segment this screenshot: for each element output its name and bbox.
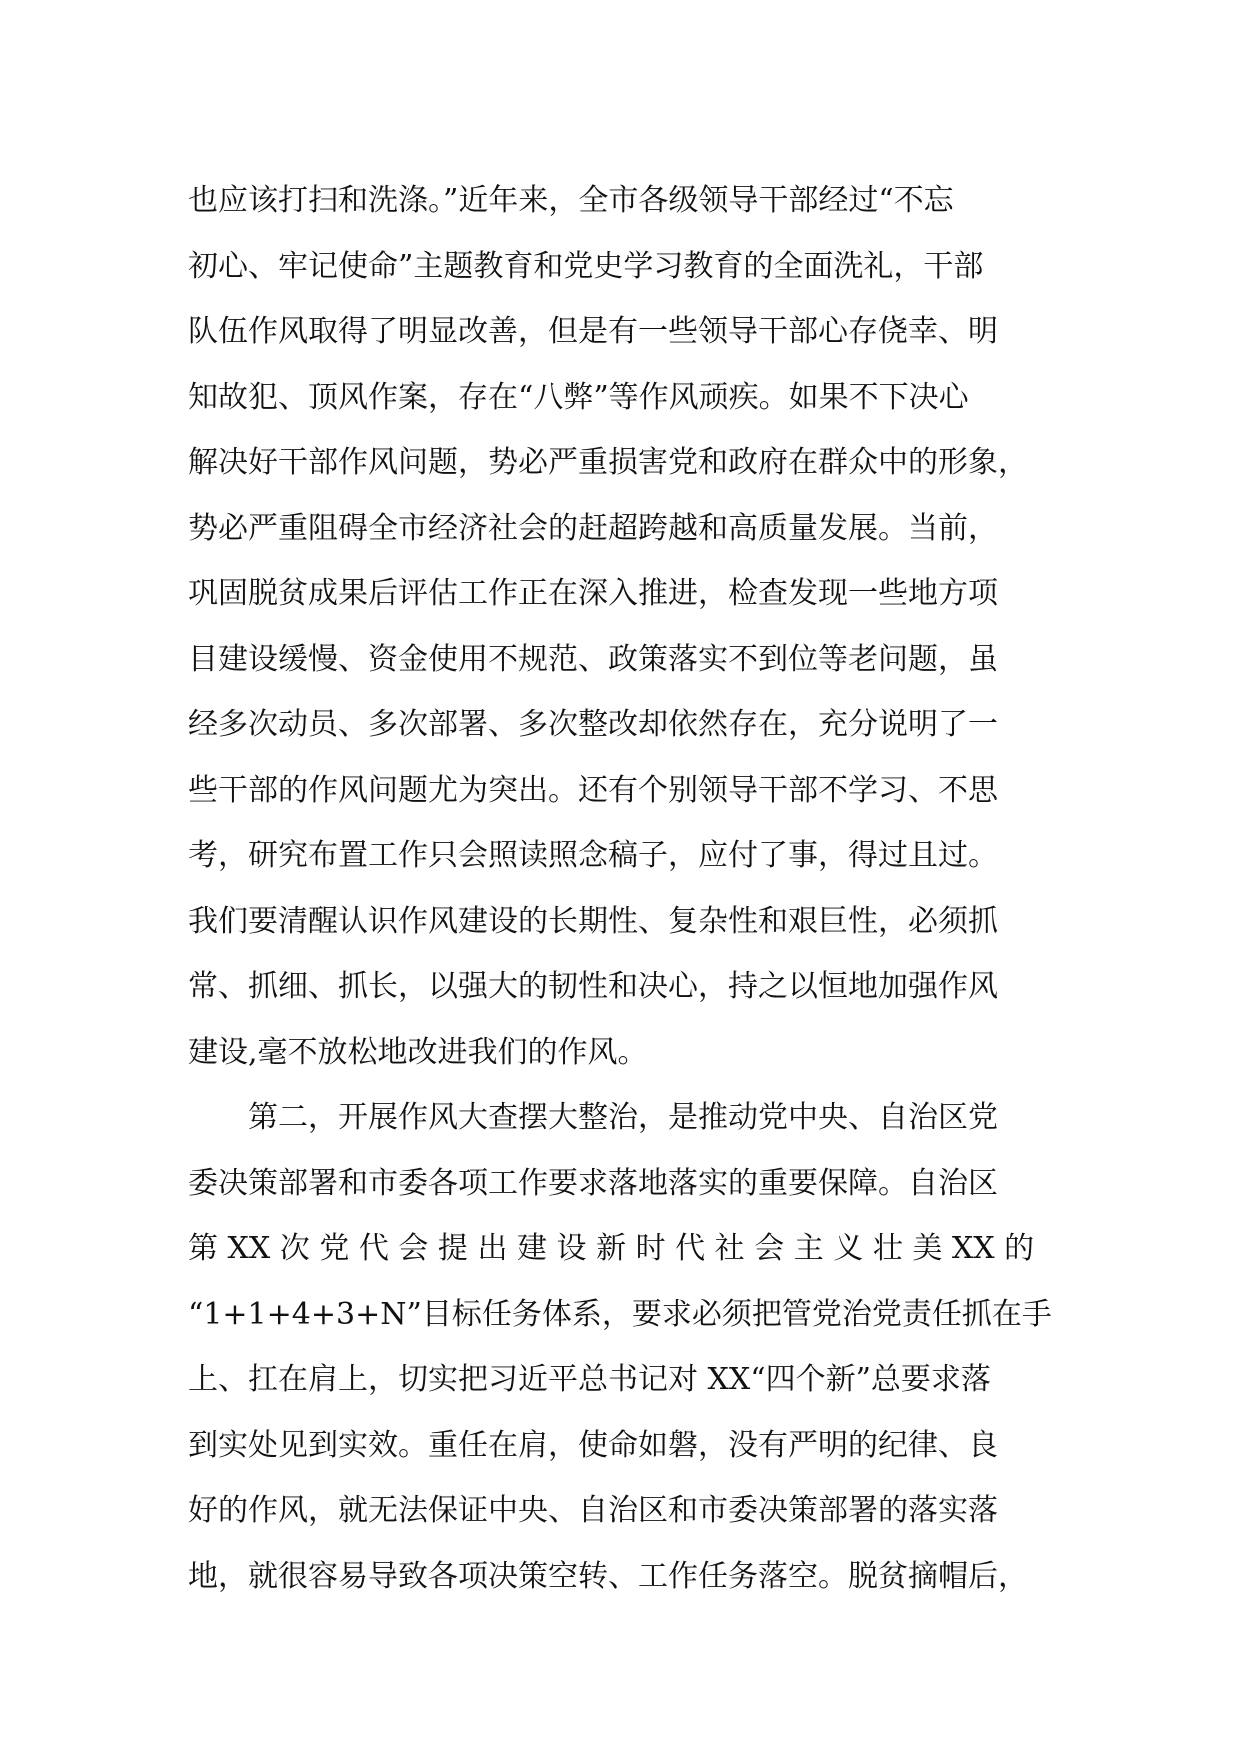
text-line: 经多次动员、多次部署、多次整改却依然存在，充分说明了一 bbox=[188, 707, 998, 742]
text-line: 我们要清醒认识作风建设的长期性、复杂性和艰巨性，必须抓 bbox=[188, 903, 998, 939]
text-line: 建设,毫不放松地改进我们的作风。 bbox=[188, 1034, 648, 1070]
paragraph-start-line: 第二，开展作风大查摆大整治，是推动党中央、自治区党 bbox=[248, 1100, 998, 1135]
text-line: 队伍作风取得了明显改善，但是有一些领导干部心存侥幸、明 bbox=[188, 314, 998, 349]
body-text bbox=[188, 168, 1088, 1609]
text-line: 到实处见到实效。重任在肩，使命如磐，没有严明的纪律、良 bbox=[188, 1427, 998, 1463]
text-line: 第 XX 次 党 代 会 提 出 建 设 新 时 代 社 会 主 义 壮 美 XX 的 bbox=[188, 1231, 1035, 1266]
text-line: 地，就很容易导致各项决策空转、工作任务落空。脱贫摘帽后， bbox=[188, 1558, 1028, 1594]
text-line: 常、抓细、抓长，以强大的韧性和决心，持之以恒地加强作风 bbox=[188, 969, 998, 1004]
text-line: 上、扛在肩上，切实把习近平总书记对 XX“四个新”总要求落 bbox=[188, 1362, 991, 1397]
text-line: 好的作风，就无法保证中央、自治区和市委决策部署的落实落 bbox=[188, 1493, 998, 1528]
text-line: 委决策部署和市委各项工作要求落地落实的重要保障。自治区 bbox=[188, 1165, 998, 1201]
text-line: 巩固脱贫成果后评估工作正在深入推进，检查发现一些地方项 bbox=[188, 576, 998, 611]
text-line: 目建设缓慢、资金使用不规范、政策落实不到位等老问题，虽 bbox=[188, 641, 998, 677]
text-line: 也应该打扫和洗涤。”近年来，全市各级领导干部经过“不忘 bbox=[188, 183, 954, 218]
text-line: 考，研究布置工作只会照读照念稿子，应付了事，得过且过。 bbox=[188, 838, 998, 873]
text-line: 些干部的作风问题尤为突出。还有个别领导干部不学习、不思 bbox=[188, 772, 998, 808]
text-line: “1+1+4+3+N”目标任务体系，要求必须把管党治党责任抓在手 bbox=[188, 1296, 1052, 1332]
text-line: 势必严重阻碍全市经济社会的赶超跨越和高质量发展。当前， bbox=[188, 510, 998, 546]
text-line: 初心、牢记使命”主题教育和党史学习教育的全面洗礼，干部 bbox=[188, 248, 984, 284]
text-line: 解决好干部作风问题，势必严重损害党和政府在群众中的形象， bbox=[188, 445, 1028, 480]
text-line: 知故犯、顶风作案，存在“八弊”等作风顽疾。如果不下决心 bbox=[188, 379, 969, 415]
